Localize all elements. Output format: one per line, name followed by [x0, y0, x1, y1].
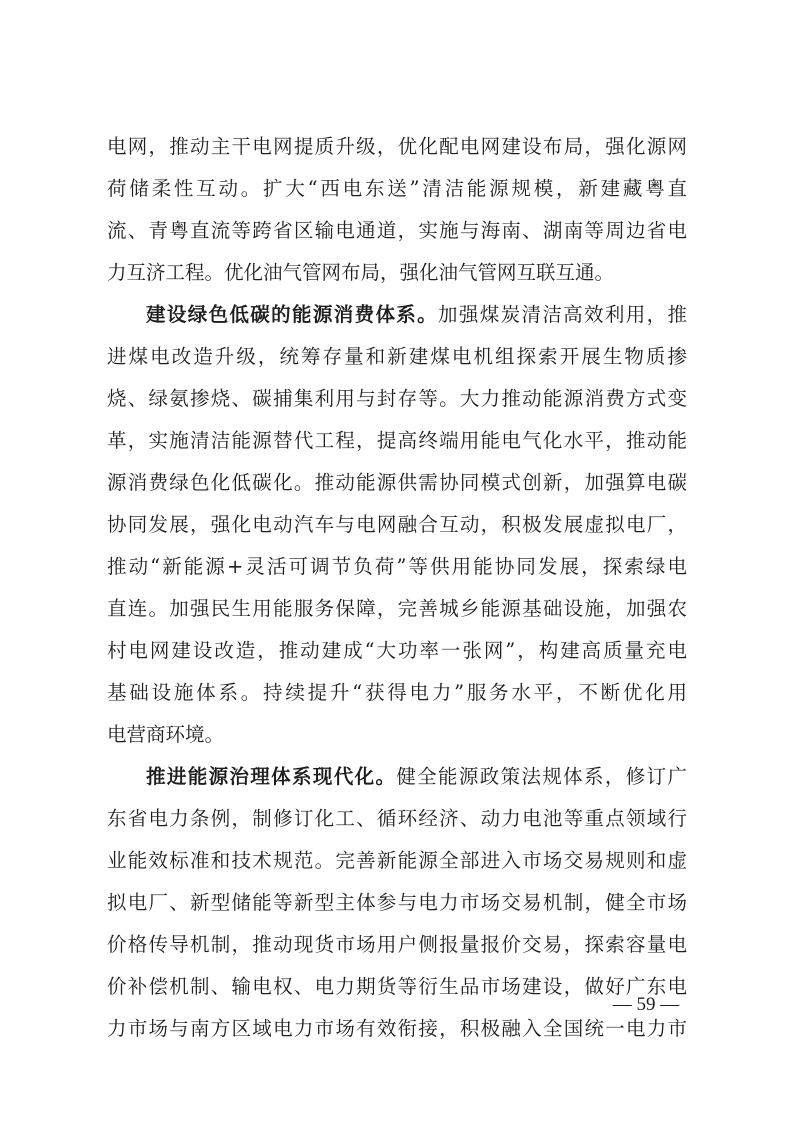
- paragraph-1-line-3: 流、青粤直流等跨省区输电通道，实施与海南、湖南等周边省电: [107, 219, 687, 242]
- paragraph-2-line-8: 直连。加强民生用能服务保障，完善城乡能源基础设施，加强农: [107, 597, 687, 620]
- paragraph-2-line-1: [107, 294, 687, 336]
- paragraph-2-heading: 建设绿色低碳的能源消费体系。: [146, 303, 439, 326]
- paragraph-2-line-5: 源消费绿色化低碳化。推动能源供需协同模式创新，加强算电碳: [107, 471, 687, 494]
- paragraph-2-line-1-text: 加强煤炭清洁高效利用，推: [438, 303, 687, 326]
- paragraph-2-line-9: 村电网建设改造，推动建成“大功率一张网”，构建高质量充电: [107, 639, 687, 662]
- paragraph-2-line-10: 基础设施体系。持续提升“获得电力”服务水平，不断优化用: [107, 681, 687, 704]
- paragraph-3-line-3: 业能效标准和技术规范。完善新能源全部进入市场交易规则和虚: [107, 849, 687, 872]
- paragraph-3-heading: 推进能源治理体系现代化。: [146, 765, 397, 788]
- paragraph-1-line-4: 力互济工程。优化油气管网布局，强化油气管网互联互通。: [107, 261, 615, 284]
- paragraph-3-line-2: 东省电力条例，制修订化工、循环经济、动力电池等重点领域行: [107, 807, 687, 830]
- paragraph-2-line-6: 协同发展，强化电动汽车与电网融合互动，积极发展虚拟电厂，: [107, 513, 687, 536]
- paragraph-3-line-4: 拟电厂、新型储能等新型主体参与电力市场交易机制，健全市场: [107, 891, 687, 914]
- paragraph-1-line-2: 荷储柔性互动。扩大“西电东送”清洁能源规模，新建藏粤直: [107, 177, 687, 200]
- paragraph-2-line-7: 推动“新能源+灵活可调节负荷”等供用能协同发展，探索绿电: [107, 555, 687, 578]
- paragraph-3-line-1: [107, 756, 687, 798]
- paragraph-3-line-1-text: 健全能源政策法规体系，修订广: [396, 765, 687, 788]
- paragraph-3-line-6: 价补偿机制、输电权、电力期货等衍生品市场建设，做好广东电: [107, 975, 687, 998]
- paragraph-1-line-1: 电网，推动主干电网提质升级，优化配电网建设布局，强化源网: [107, 135, 687, 158]
- paragraph-2-line-2: 进煤电改造升级，统筹存量和新建煤电机组探索开展生物质掺: [107, 345, 687, 368]
- paragraph-2-line-11: 电营商环境。: [107, 723, 225, 746]
- paragraph-2-line-4: 革，实施清洁能源替代工程，提高终端用能电气化水平，推动能: [107, 429, 687, 452]
- paragraph-3-line-7: 力市场与南方区域电力市场有效衔接，积极融入全国统一电力市: [107, 1017, 687, 1040]
- paragraph-3-line-5: 价格传导机制，推动现货市场用户侧报量报价交易，探索容量电: [107, 933, 687, 956]
- body-text: [107, 126, 687, 1050]
- page-number: — 59 —: [612, 994, 680, 1015]
- paragraph-2-line-3: 烧、绿氨掺烧、碳捕集利用与封存等。大力推动能源消费方式变: [107, 387, 687, 410]
